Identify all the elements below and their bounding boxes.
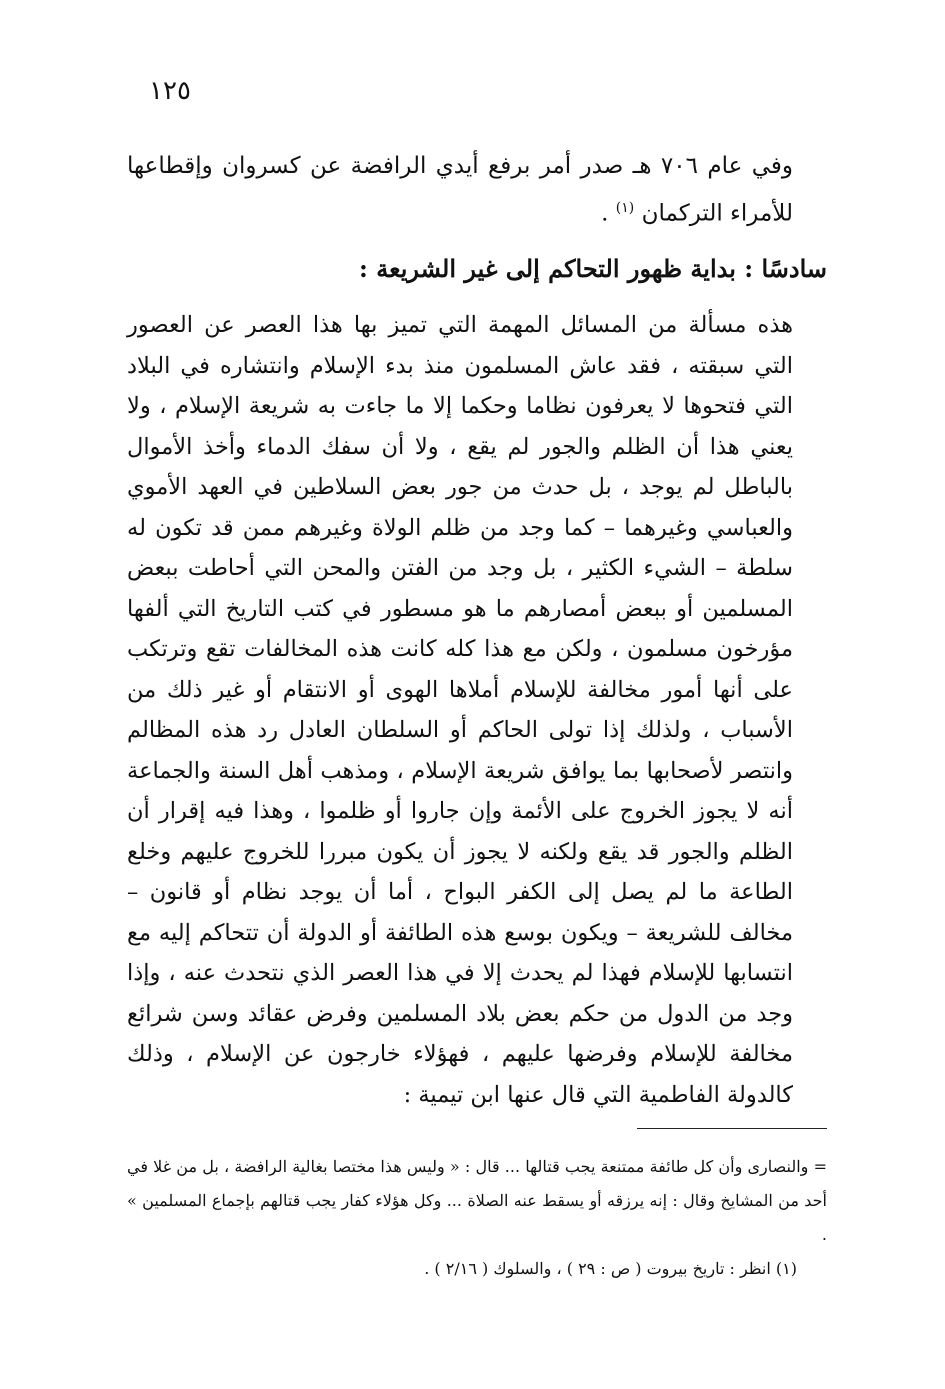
page-number: ١٢٥ [149, 76, 191, 106]
body-paragraph: هذه مسألة من المسائل المهمة التي تميز بها هذا العصر عن العصور التي سبقته ، فقد عاش المسلمون منذ بدء الإسلام وانتشاره في البلاد التي فتحوها لا يعرفون نظاما وحكما إلا ما جاءت به شريعة الإسلام ، ولا يعني هذا أن الظلم والجور لم يقع ، ولا أن سفك الدماء وأخذ الأموال بالباطل لم يوجد ، بل حدث من جور بعض السلاطين في العهد الأموي والعباسي وغيرهما – كما وجد من ظلم الولاة وغيرهم ممن قد تكون له سلطة – الشيء الكثير ، بل وجد من الفتن والمحن التي أحاطت ببعض المسلمين أو ببعض أمصارهم ما هو مسطور في كتب التاريخ التي ألفها مؤرخون مسلمون ، ولكن مع هذا كله كانت هذه المخالفات تقع وترتكب على أنها أمور مخالفة للإسلام أملاها الهوى أو الانتقام أو غير ذلك من الأسباب ، ولذلك إذا تولى الحاكم أو السلطان العادل رد هذه المظالم وانتصر لأصحابها بما يوافق شريعة الإسلام ، ومذهب أهل السنة والجماعة أنه لا يجوز الخروج على الأئمة وإن جاروا أو ظلموا ، وهذا فيه إقرار أن الظلم والجور قد يقع ولكنه لا يجوز أن يكون مبررا للخروج عليهم وخلع الطاعة ما لم يصل إلى الكفر البواح ، أما أن يوجد نظام أو قانون – مخالف للشريعة – ويكون بوسع هذه الطائفة أو الدولة أن تتحاكم إليه مع انتسابها للإسلام فهذا لم يحدث إلا في هذا العصر الذي نتحدث عنه ، وإذا وجد من الدول من حكم بعض بلاد المسلمين وفرض عقائد وسن شرائع مخالفة للإسلام وفرضها عليهم ، فهؤلاء خارجون عن الإسلام ، وذلك كالدولة الفاطمية التي قال عنها ابن تيمية : [127, 312, 793, 1108]
intro-end: . [601, 200, 616, 227]
intro-text-line [127, 145, 827, 235]
footnote-1: (١) انظر : تاريخ بيروت ( ص : ٢٩ ) ، والسلوك ( ٢/١٦ ) . [424, 1259, 797, 1278]
intro-text: وفي عام ٧٠٦ هـ صدر أمر برفع أيدي الرافضة عن كسروان وإقطاعها للأمراء التركمان [127, 153, 793, 227]
main-body [127, 305, 827, 1115]
footnote-divider [637, 1128, 827, 1129]
intro-paragraph [127, 145, 827, 235]
section-heading: سادسًا : بداية ظهور التحاكم إلى غير الشريعة : [359, 254, 827, 283]
footnote-continuation: = والنصارى وأن كل طائفة ممتنعة يجب قتالها ... قال : « وليس هذا مختصا بغالية الرافضة ، بل من غلا في أحد من المشايخ وقال : إنه يرزقه أو يسقط عنه الصلاة ... وكل هؤلاء كفار يجب قتالهم بإجماع المسلمين » . [127, 1157, 828, 1244]
footnote-marker: (١) [615, 200, 635, 216]
footnotes [127, 1150, 827, 1286]
